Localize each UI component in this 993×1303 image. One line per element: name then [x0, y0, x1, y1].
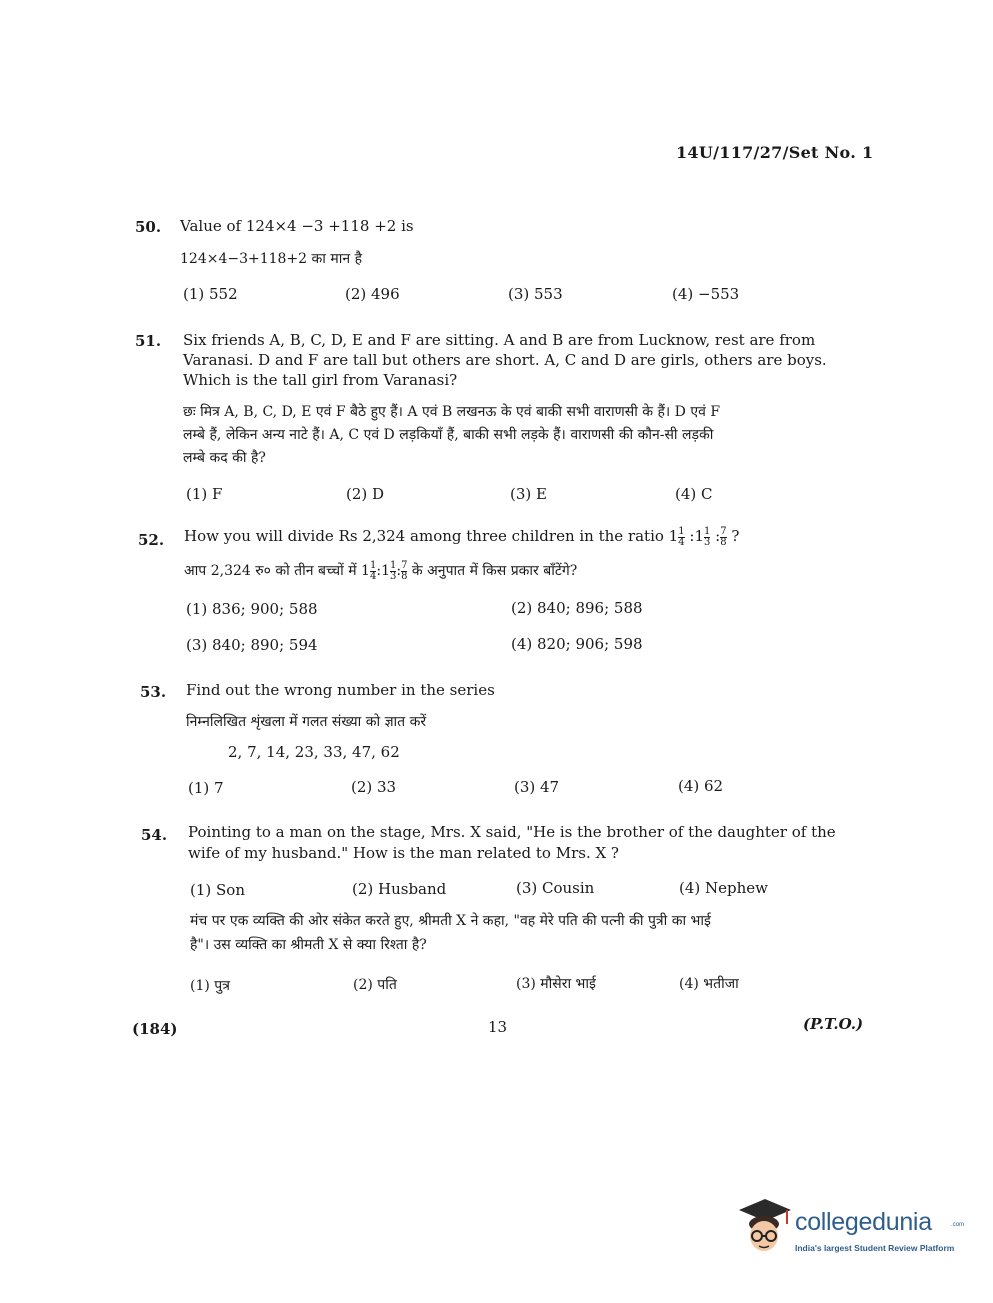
- option-2: (2) 496: [345, 285, 400, 303]
- option-2-en: (2) Husband: [352, 880, 447, 898]
- question-text-en-line2: Varanasi. D and F are tall but others are short. A, C and D are girls, others are boys.: [183, 351, 827, 369]
- question-text-en: Value of 124×4 −3 +118 +2 is: [180, 217, 414, 235]
- option-3: (3) 47: [514, 778, 560, 796]
- question-number: 50.: [135, 218, 162, 236]
- question-text-en-line2: wife of my husband." How is the man related to Mrs. X ?: [188, 844, 619, 862]
- page-number: 13: [488, 1018, 508, 1036]
- question-text-hi-line1: मंच पर एक व्यक्ति की ओर संकेत करते हुए, श्रीमती X ने कहा, "वह मेरे पति की पत्नी की पुत्री का भाई: [190, 913, 711, 929]
- question-text-hi: 124×4−3+118+2 का मान है: [180, 251, 363, 267]
- option-4-en: (4) Nephew: [679, 879, 768, 897]
- number-series: 2, 7, 14, 23, 33, 47, 62: [228, 743, 400, 761]
- question-number: 53.: [140, 683, 167, 701]
- option-1: (1) F: [186, 485, 223, 503]
- question-number: 51.: [135, 332, 162, 350]
- footer-code: (184): [132, 1020, 178, 1038]
- option-4: (4) 820; 906; 598: [511, 635, 643, 653]
- pto-label: (P.T.O.): [803, 1015, 864, 1033]
- question-number: 54.: [141, 826, 168, 844]
- option-2: (2) 840; 896; 588: [511, 599, 643, 617]
- option-4: (4) −553: [672, 285, 740, 303]
- option-3: (3) 840; 890; 594: [186, 636, 318, 654]
- option-2: (2) 33: [351, 778, 397, 796]
- fraction-one-third: $\frac{1}{3}$: [704, 525, 711, 548]
- question-number: 52.: [138, 531, 165, 549]
- fraction-one-quarter: $\frac{1}{4}$: [678, 525, 685, 548]
- fraction-seven-eighths: $\frac{7}{8}$: [720, 525, 727, 548]
- option-4: (4) 62: [678, 777, 724, 795]
- question-text-en-line3: Which is the tall girl from Varanasi?: [183, 371, 458, 389]
- question-text-hi-line3: लम्बे कद की है?: [183, 450, 266, 466]
- option-3-en: (3) Cousin: [516, 879, 595, 897]
- option-2: (2) D: [346, 485, 385, 503]
- question-text-en: How you will divide Rs 2,324 among three children in the ratio 1 $\frac{1}{4}$ :1 $\frac{1}{3}$ : $\frac{7}{8}$ ?: [184, 525, 740, 548]
- question-text-hi: आप 2,324 रु० को तीन बच्चों में 1 $\frac{1}{4}$ :1 $\frac{1}{3}$ : $\frac{7}{8}$ के अनुपात में किस प्रकार बाँटेंगे?: [184, 559, 578, 582]
- brand-tagline: India's largest Student Review Platform: [795, 1243, 955, 1253]
- option-3-hi: (3) मौसेरा भाई: [516, 976, 596, 992]
- option-1-hi: (1) पुत्र: [190, 978, 230, 994]
- question-text-hi: निम्नलिखित शृंखला में गलत संख्या को ज्ञात करें: [186, 714, 427, 730]
- question-text-en: Find out the wrong number in the series: [186, 681, 495, 699]
- option-1: (1) 836; 900; 588: [186, 600, 318, 618]
- option-4-hi: (4) भतीजा: [679, 976, 739, 992]
- option-1-en: (1) Son: [190, 881, 245, 899]
- option-1: (1) 7: [188, 779, 224, 797]
- option-3: (3) E: [510, 485, 547, 503]
- collegedunia-mascot-icon: [735, 1196, 793, 1258]
- brand-domain: .com: [951, 1222, 965, 1228]
- question-text-en-line1: Six friends A, B, C, D, E and F are sitting. A and B are from Lucknow, rest are from: [183, 331, 816, 349]
- question-text-en-line1: Pointing to a man on the stage, Mrs. X said, "He is the brother of the daughter of the: [188, 823, 836, 841]
- option-2-hi: (2) पति: [353, 977, 397, 993]
- question-text-hi-line2: लम्बे हैं, लेकिन अन्य नाटे हैं। A, C एवं D लड़कियाँ हैं, बाकी सभी लड़के हैं। वाराणसी की कौन-सी लड़की: [183, 427, 714, 443]
- question-text-hi-line1: छः मित्र A, B, C, D, E एवं F बैठे हुए हैं। A एवं B लखनऊ के एवं बाकी सभी वाराणसी के हैं। D एवं F: [183, 404, 721, 420]
- paper-code: 14U/117/27/Set No. 1: [676, 143, 874, 162]
- question-text-hi-line2: है"। उस व्यक्ति का श्रीमती X से क्या रिश्ता है?: [190, 937, 427, 953]
- brand-name: collegedunia: [795, 1208, 932, 1236]
- option-3: (3) 553: [508, 285, 563, 303]
- option-1: (1) 552: [183, 285, 238, 303]
- option-4: (4) C: [675, 485, 713, 503]
